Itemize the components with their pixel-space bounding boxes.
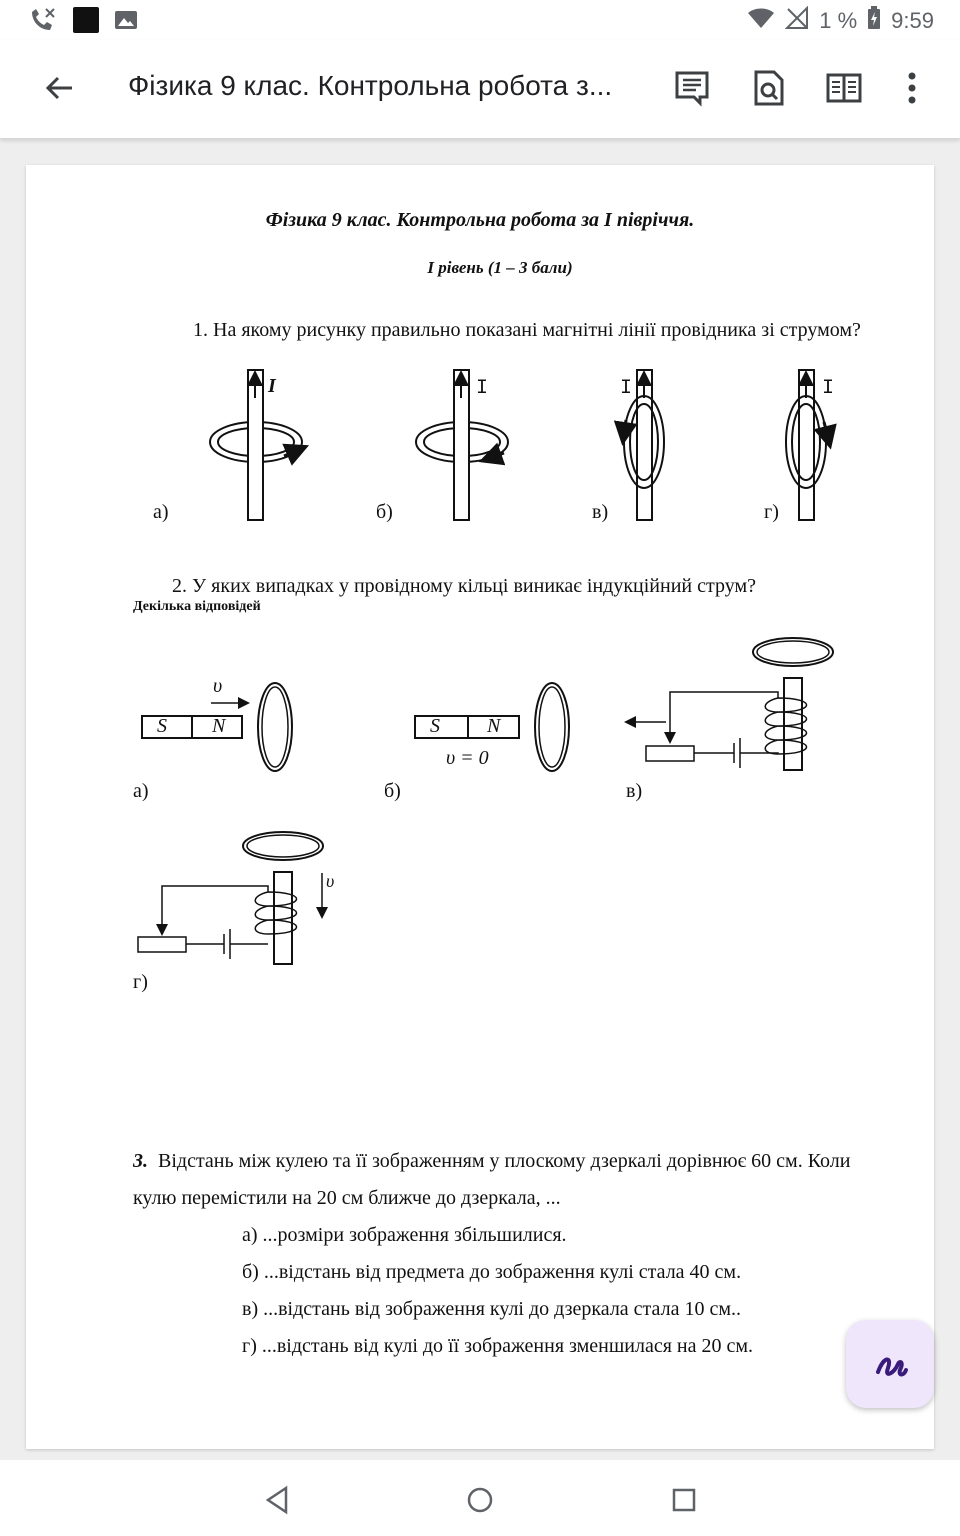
option-2d-label: г) xyxy=(133,971,148,993)
question-3-text xyxy=(133,1143,873,1217)
question-2-figure xyxy=(26,630,934,970)
option-1c-label: в) xyxy=(592,501,609,523)
current-label-1d: I xyxy=(822,377,835,400)
back-button[interactable] xyxy=(38,66,82,110)
status-bar xyxy=(0,0,960,40)
figure-1b-wire-with-field xyxy=(416,370,508,520)
figure-2c-rheostat-circuit xyxy=(630,638,833,770)
missed-call-icon xyxy=(28,6,58,39)
more-options-button[interactable] xyxy=(890,66,934,110)
app-bar xyxy=(0,40,960,139)
current-label-1a: I xyxy=(268,375,276,397)
clock: 9:59 xyxy=(891,8,934,33)
magnet-n-label-2a: N xyxy=(212,715,226,737)
nav-recents-button[interactable] xyxy=(664,1480,704,1520)
square-recents-icon xyxy=(664,1480,704,1520)
find-in-document-button[interactable] xyxy=(746,66,790,110)
notification-square-icon xyxy=(72,6,100,39)
document-page xyxy=(26,165,934,1449)
system-nav-bar xyxy=(0,1460,960,1536)
nav-home-button[interactable] xyxy=(460,1480,500,1520)
circle-home-icon xyxy=(460,1480,500,1520)
answer-3a: а) ...розміри зображення збільшилися. xyxy=(242,1224,567,1246)
option-1b-label: б) xyxy=(376,501,393,523)
level-heading: І рівень (1 – 3 бали) xyxy=(427,258,573,277)
velocity-label-2d: υ xyxy=(326,871,335,891)
annotate-fab-button[interactable] xyxy=(846,1320,934,1408)
battery-charging-icon xyxy=(867,6,881,36)
nav-back-button[interactable] xyxy=(258,1480,298,1520)
wifi-icon xyxy=(747,6,775,36)
reading-mode-button[interactable] xyxy=(822,66,866,110)
book-icon xyxy=(822,66,866,110)
option-2b-label: б) xyxy=(384,780,401,802)
option-2a-label: а) xyxy=(133,780,149,802)
magnet-n-label-2b: N xyxy=(487,715,501,737)
magnet-s-label-2b: S xyxy=(430,715,440,737)
question-3-body: Відстань між кулею та її зображенням у плоскому дзеркалі дорівнює 60 см. Коли кулю перемістили на 20 см ближче до дзеркала, ... xyxy=(133,1150,851,1209)
velocity-label-2a: υ xyxy=(213,675,223,697)
comment-icon xyxy=(670,66,714,110)
answer-3d: г) ...відстань від кулі до її зображення зменшилася на 20 см. xyxy=(242,1335,754,1357)
figure-2d-moving-ring-circuit xyxy=(138,832,323,964)
current-label-1c: I xyxy=(620,377,633,400)
document-title: Фізика 9 клас. Контрольна робота за І півріччя. xyxy=(265,209,695,231)
question-3-answers xyxy=(242,1217,753,1365)
question-2-text: 2. У яких випадках у провідному кільці виникає індукційний струм? xyxy=(172,575,756,597)
no-signal-icon xyxy=(785,6,809,36)
answer-3b: б) ...відстань від предмета до зображення кулі стала 40 см. xyxy=(242,1261,742,1283)
app-title: Фізика 9 клас. Контрольна робота з... xyxy=(128,70,613,101)
triangle-back-icon xyxy=(258,1480,298,1520)
magnet-s-label-2a: S xyxy=(157,715,167,737)
more-vert-icon xyxy=(890,66,934,110)
arrow-back-icon xyxy=(38,66,82,110)
comments-button[interactable] xyxy=(670,66,714,110)
battery-percent: 1 % xyxy=(819,8,858,33)
answer-3c: в) ...відстань від зображення кулі до дзеркала стала 10 см.. xyxy=(242,1298,741,1320)
handwriting-icon xyxy=(846,1320,934,1408)
question-3-number: 3. xyxy=(133,1150,148,1172)
option-1d-label: г) xyxy=(764,501,779,523)
question-1-text: 1. На якому рисунку правильно показані магнітні лінії провідника зі струмом? xyxy=(193,319,861,341)
velocity-zero-label-2b: υ = 0 xyxy=(446,747,489,769)
option-1a-label: а) xyxy=(153,501,169,523)
figure-1a-wire-with-field xyxy=(210,370,302,520)
find-in-page-icon xyxy=(746,66,790,110)
image-icon xyxy=(114,8,138,37)
multiple-answers-note: Декілька відповідей xyxy=(133,599,261,614)
current-label-1b: I xyxy=(476,377,489,400)
option-2c-label: в) xyxy=(626,780,643,802)
